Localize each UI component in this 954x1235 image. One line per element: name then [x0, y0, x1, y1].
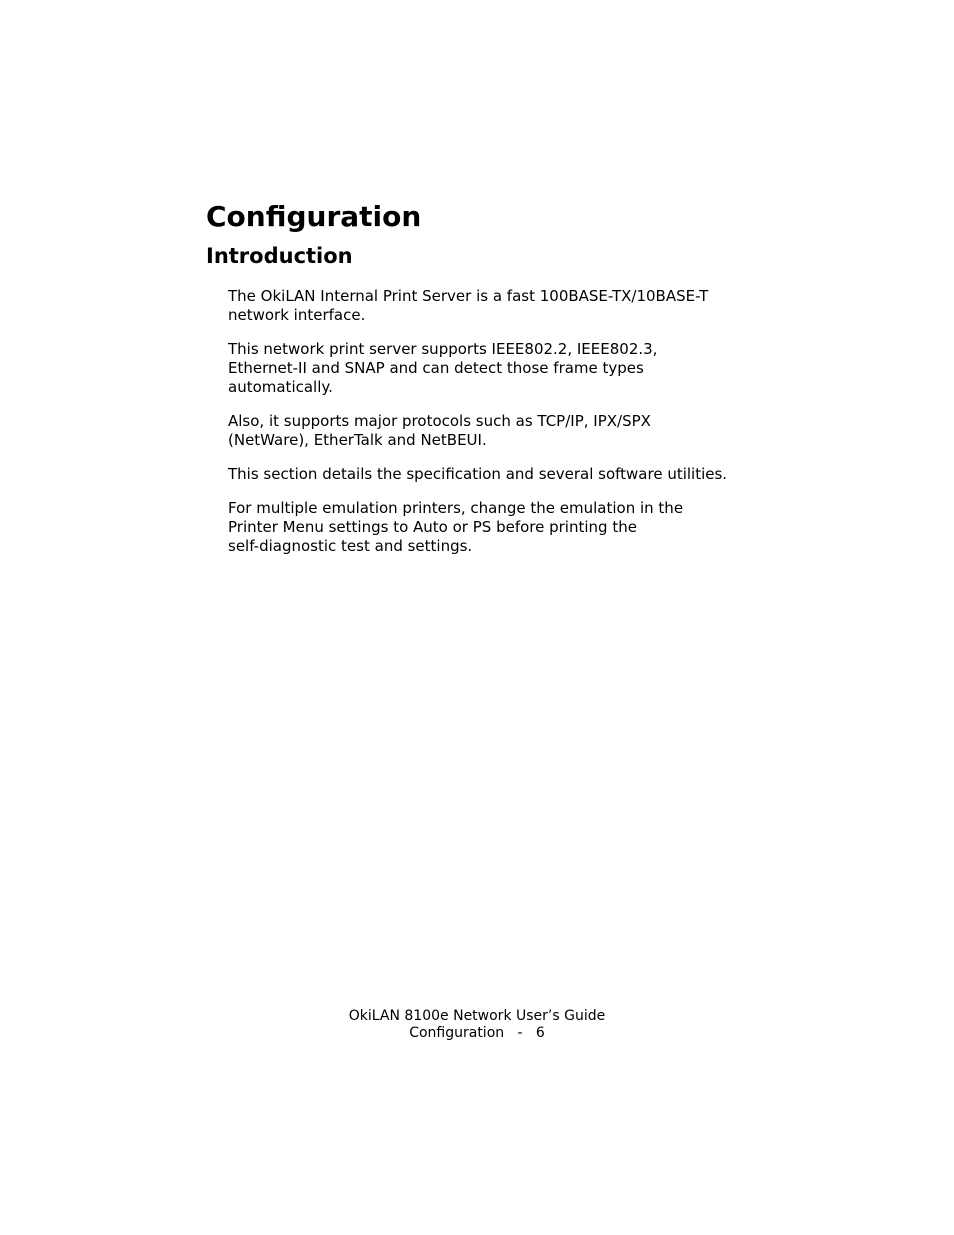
paragraph-line: Printer Menu settings to Auto or PS before printing the: [228, 518, 637, 536]
page-title: Configuration: [206, 200, 422, 233]
footer-guide-title: OkiLAN 8100e Network User’s Guide: [348, 1008, 606, 1024]
paragraph-line: network interface.: [228, 306, 366, 324]
paragraph-section-details: [228, 465, 788, 484]
paragraph-line: This network print server supports IEEE802.2, IEEE802.3,: [228, 340, 658, 358]
paragraph-line: Ethernet-II and SNAP and can detect those frame types: [228, 359, 644, 377]
page-footer: [0, 1008, 954, 1042]
paragraph-protocols: [228, 412, 788, 450]
document-body: [228, 287, 788, 571]
paragraph-frame-types: [228, 340, 788, 397]
paragraph-line: This section details the specification and several software utilities.: [228, 465, 728, 483]
paragraph-line: The OkiLAN Internal Print Server is a fast 100BASE-TX/10BASE-T: [228, 287, 709, 305]
paragraph-line: (NetWare), EtherTalk and NetBEUI.: [228, 431, 487, 449]
paragraph-network-interface: [228, 287, 788, 325]
paragraph-line: automatically.: [228, 378, 333, 396]
section-title-introduction: Introduction: [206, 244, 353, 268]
paragraph-line: For multiple emulation printers, change the emulation in the: [228, 499, 684, 517]
paragraph-emulation: [228, 499, 788, 556]
footer-page-label: Configuration - 6: [409, 1025, 545, 1041]
paragraph-line: self-diagnostic test and settings.: [228, 537, 473, 555]
paragraph-line: Also, it supports major protocols such as TCP/IP, IPX/SPX: [228, 412, 651, 430]
